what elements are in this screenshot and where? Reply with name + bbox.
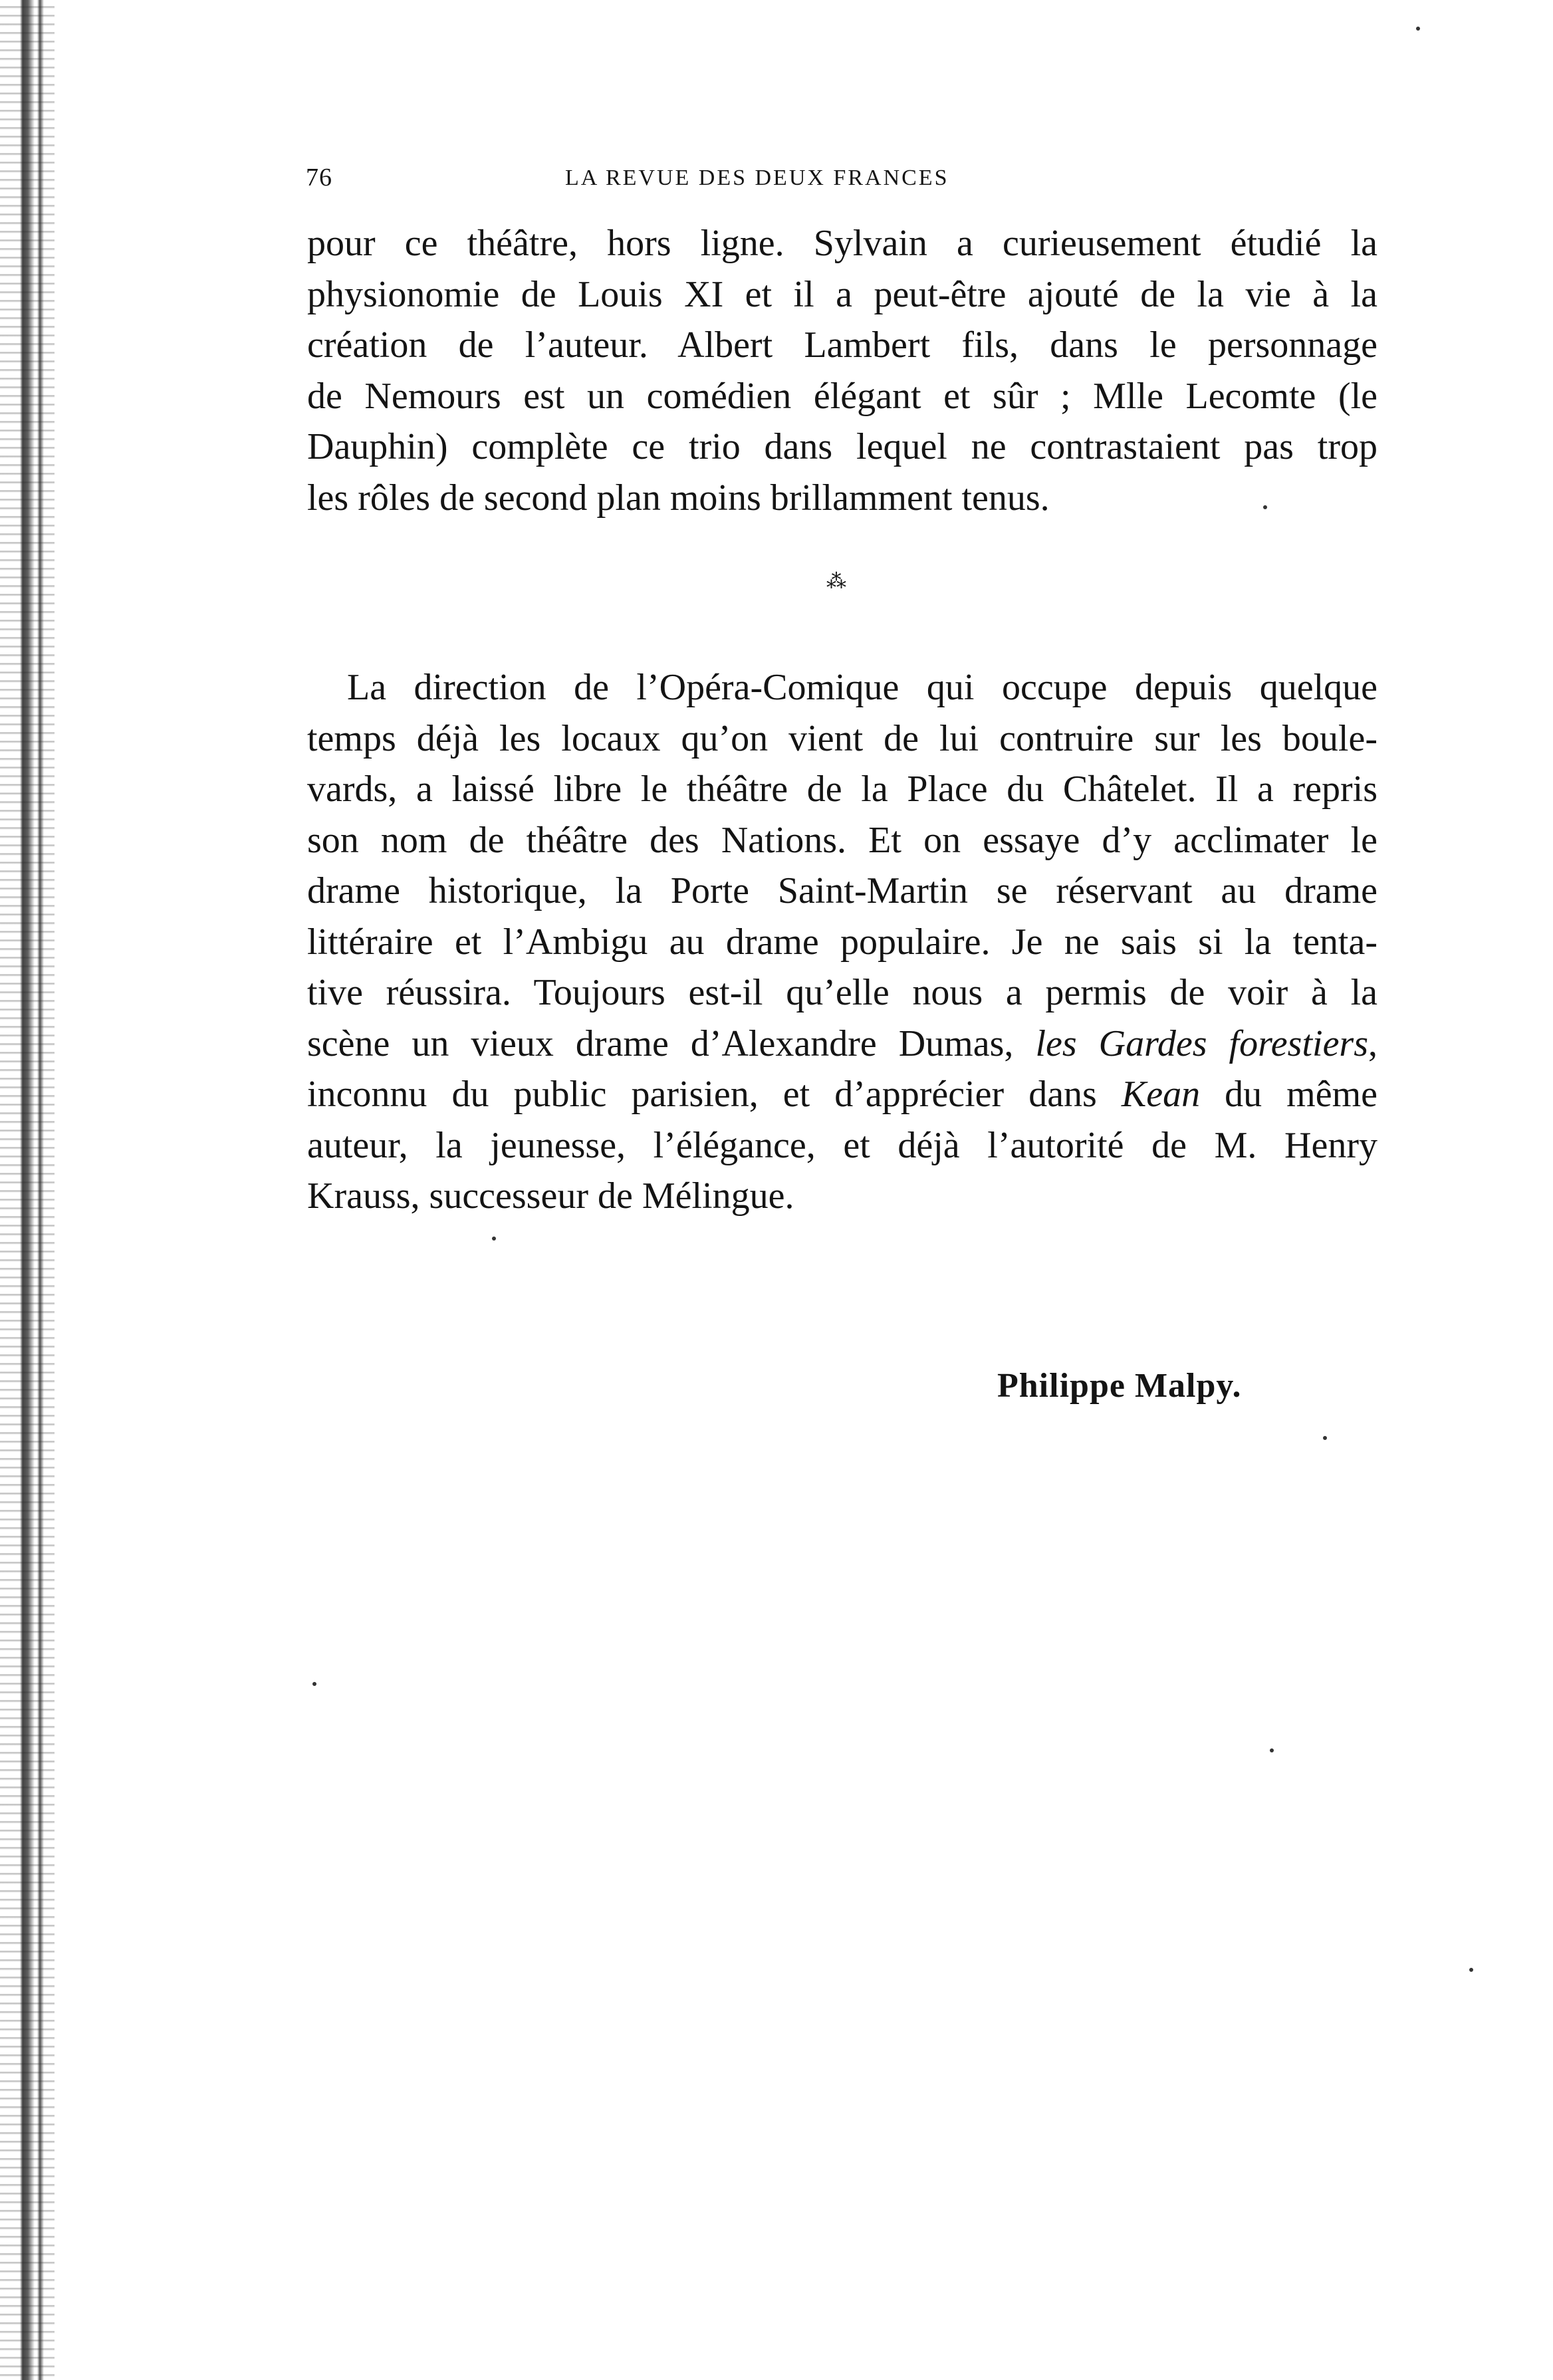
italic-title: Kean [1121,1074,1201,1115]
text-segment: du même [1200,1074,1378,1115]
text-line: La direction de l’Opéra-Comique qui occupe depuis quelque [347,667,1377,708]
scan-speck [1270,1748,1274,1752]
paragraph-2 [307,662,1377,1222]
text-segment: , [1368,1022,1378,1064]
text-line: son nom de théâtre des Nations. Et on essaye d’y acclimater le [307,819,1377,861]
text-line: pour ce théâtre, hors ligne. Sylvain a curieusement étudié la [307,223,1377,264]
scan-speck [1263,505,1267,509]
text-line: création de l’auteur. Albert Lambert fils, dans le personnage [307,324,1377,366]
text-line: de Nemours est un comédien élégant et sûr ; Mlle Lecomte (le [307,375,1377,417]
scan-speck [1469,1968,1473,1972]
page-number: 76 [306,164,332,191]
text-line: physionomie de Louis XI et il a peut-être ajouté de la vie à la [307,273,1377,315]
scan-speck [312,1682,316,1686]
scan-speck [492,1237,496,1241]
text-segment: scène un vieux drame d’Alexandre Dumas, [307,1022,1036,1064]
section-asterism: ⁂ [826,570,846,592]
text-line [307,1018,1377,1070]
paragraph-1 [307,218,1377,523]
text-line: vards, a laissé libre le théâtre de la Place du Châtelet. Il a repris [307,769,1377,810]
scan-speck [1416,27,1420,31]
text-line [307,1069,1377,1120]
text-line: Krauss, successeur de Mélingue. [307,1175,794,1217]
author-signature: Philippe Malpy. [997,1367,1242,1405]
journal-title: LA REVUE DES DEUX FRANCES [565,166,949,190]
scan-speck [1323,1436,1327,1440]
text-line: temps déjà les locaux qu’on vient de lui contruire sur les boule- [307,717,1377,759]
text-line: auteur, la jeunesse, l’élégance, et déjà l’autorité de M. Henry [307,1124,1377,1166]
text-line: littéraire et l’Ambigu au drame populaire. Je ne sais si la tenta- [307,921,1377,963]
binding-edge [0,0,55,2380]
italic-title: les Gardes forestiers [1035,1022,1369,1064]
text-line: tive réussira. Toujours est-il qu’elle nous a permis de voir à la [307,972,1377,1013]
text-line: drame historique, la Porte Saint-Martin se réservant au drame [307,870,1377,911]
running-head [306,163,1396,196]
text-line: Dauphin) complète ce trio dans lequel ne contrastaient pas trop [307,426,1377,467]
text-segment: inconnu du public parisien, et d’apprécier dans [307,1074,1122,1115]
text-line: les rôles de second plan moins brillamment tenus. [307,477,1050,519]
